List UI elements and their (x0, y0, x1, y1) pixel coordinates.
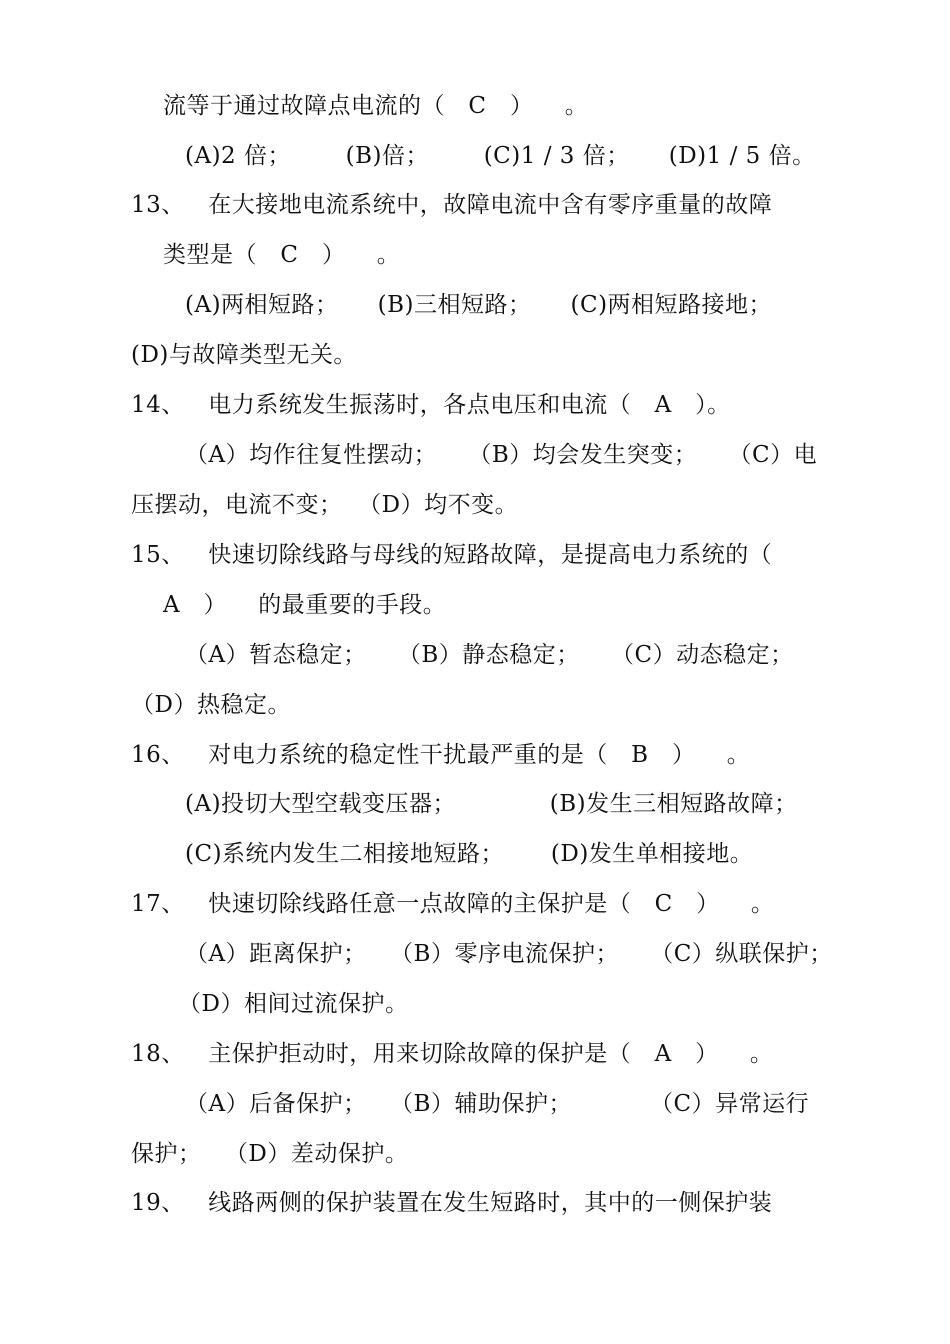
q17-options-line-2: （D）相间过流保护。 (178, 991, 409, 1017)
q17-options-line-1: （A）距离保护； （B）零序电流保护； （C）纵联保护； (185, 941, 833, 967)
q15-options-line-2: （D）热稳定。 (131, 692, 291, 718)
q12-options: (A)2 倍； (B)倍； (C)1 / 3 倍； (D)1 / 5 倍。 (185, 143, 816, 169)
q18-options-line-1: （A）后备保护； （B）辅助保护； （C）异常运行 (185, 1091, 810, 1117)
q13-stem-line-1: 13、 在大接地电流系统中，故障电流中含有零序重量的故障 (131, 192, 773, 218)
q14-options-line-1: （A）均作往复性摆动； （B）均会发生突变； （C）电 (185, 442, 818, 468)
q17-stem-line-1: 17、 快速切除线路任意一点故障的主保护是（ C ） 。 (131, 891, 775, 917)
q14-stem-line-1: 14、 电力系统发生振荡时，各点电压和电流（ A ）。 (131, 392, 731, 418)
q13-stem-line-2: 类型是（ C ） 。 (163, 242, 401, 268)
q14-options-line-2: 压摆动，电流不变； （D）均不变。 (131, 492, 519, 518)
q15-options-line-1: （A）暂态稳定； （B）静态稳定； （C）动态稳定； (185, 642, 794, 668)
q13-options-line-2: (D)与故障类型无关。 (131, 342, 357, 368)
q16-options-line-2: (C)系统内发生二相接地短路； (D)发生单相接地。 (185, 841, 754, 867)
q12-stem-continuation: 流等于通过故障点电流的（ C ） 。 (163, 93, 589, 119)
q19-stem-line-1: 19、 线路两侧的保护装置在发生短路时，其中的一侧保护装 (131, 1190, 773, 1216)
q15-stem-line-2: A ） 的最重要的手段。 (163, 592, 447, 618)
q16-options-line-1: (A)投切大型空载变压器； (B)发生三相短路故障； (185, 791, 798, 817)
q18-options-line-2: 保护； （D）差动保护。 (131, 1141, 409, 1167)
q15-stem-line-1: 15、 快速切除线路与母线的短路故障，是提高电力系统的（ (131, 542, 773, 568)
q18-stem-line-1: 18、 主保护拒动时，用来切除故障的保护是（ A ） 。 (131, 1041, 774, 1067)
q16-stem-line-1: 16、 对电力系统的稳定性干扰最严重的是（ B ） 。 (131, 742, 751, 768)
q13-options-line-1: (A)两相短路； (B)三相短路； (C)两相短路接地； (185, 292, 773, 318)
